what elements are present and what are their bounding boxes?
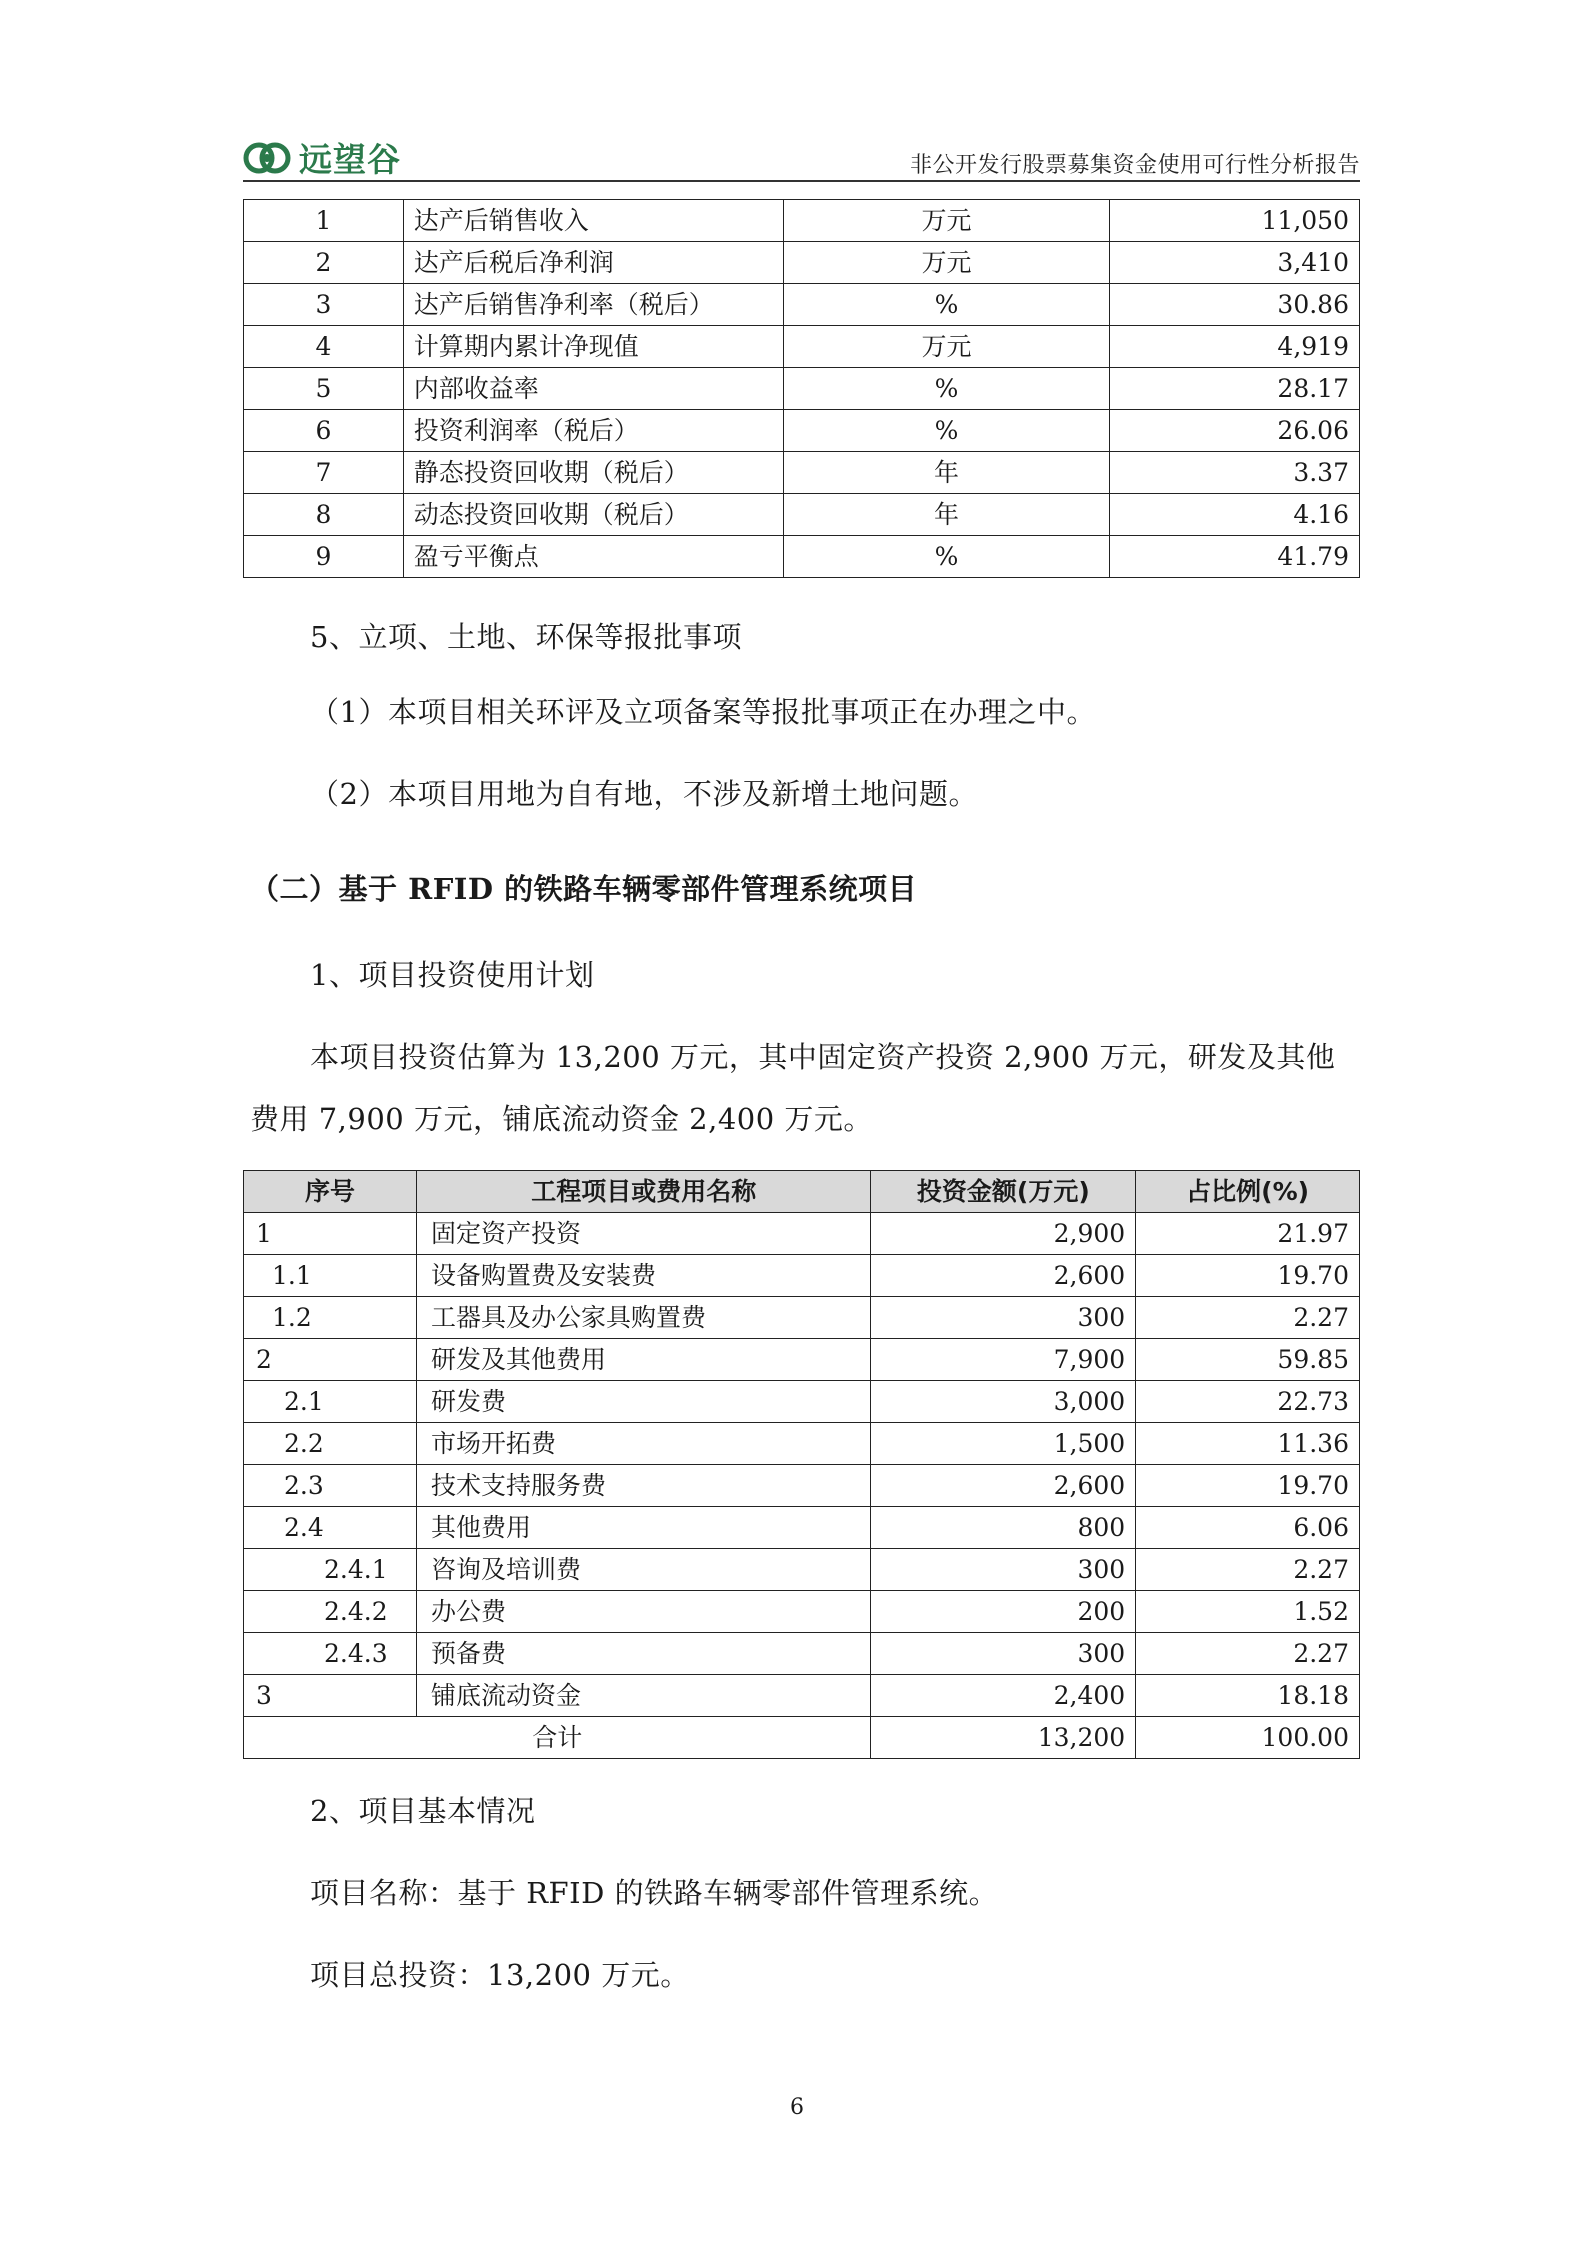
financial-indicators-body bbox=[244, 200, 1360, 578]
item-number: 2.4.2 bbox=[244, 1591, 417, 1633]
item-number: 2 bbox=[244, 1339, 417, 1381]
item-percent: 6.06 bbox=[1136, 1507, 1360, 1549]
row-number: 4 bbox=[244, 326, 404, 368]
item-number: 2.1 bbox=[244, 1381, 417, 1423]
total-label: 合计 bbox=[244, 1717, 871, 1759]
investment-plan-body bbox=[244, 1213, 1360, 1717]
section-b-heading: （二）基于 RFID 的铁路车辆零部件管理系统项目 bbox=[250, 872, 918, 906]
row-number: 9 bbox=[244, 536, 404, 578]
indicator-name: 动态投资回收期（税后） bbox=[403, 494, 783, 536]
section-5-heading: 5、立项、土地、环保等报批事项 bbox=[310, 620, 742, 654]
item-percent: 2.27 bbox=[1136, 1633, 1360, 1675]
row-number: 8 bbox=[244, 494, 404, 536]
table-row bbox=[244, 284, 1360, 326]
section-b-sub-1: 1、项目投资使用计划 bbox=[310, 958, 595, 992]
item-percent: 22.73 bbox=[1136, 1381, 1360, 1423]
table-row bbox=[244, 536, 1360, 578]
project-investment-line: 项目总投资：13,200 万元。 bbox=[310, 1958, 690, 1992]
item-name: 预备费 bbox=[416, 1633, 871, 1675]
item-amount: 200 bbox=[871, 1591, 1136, 1633]
table-row bbox=[244, 494, 1360, 536]
item-name: 研发费 bbox=[416, 1381, 871, 1423]
item-name: 设备购置费及安装费 bbox=[416, 1255, 871, 1297]
item-number: 3 bbox=[244, 1675, 417, 1717]
indicator-value: 4.16 bbox=[1110, 494, 1360, 536]
item-name: 固定资产投资 bbox=[416, 1213, 871, 1255]
table-row bbox=[244, 410, 1360, 452]
indicator-name: 内部收益率 bbox=[403, 368, 783, 410]
indicator-unit: % bbox=[783, 368, 1110, 410]
item-name: 研发及其他费用 bbox=[416, 1339, 871, 1381]
table-row bbox=[244, 1633, 1360, 1675]
indicator-unit: % bbox=[783, 284, 1110, 326]
item-name: 技术支持服务费 bbox=[416, 1465, 871, 1507]
table-row bbox=[244, 452, 1360, 494]
item-percent: 2.27 bbox=[1136, 1297, 1360, 1339]
item-percent: 1.52 bbox=[1136, 1591, 1360, 1633]
table-row bbox=[244, 1591, 1360, 1633]
item-amount: 300 bbox=[871, 1549, 1136, 1591]
indicator-unit: % bbox=[783, 410, 1110, 452]
item-percent: 18.18 bbox=[1136, 1675, 1360, 1717]
total-percent: 100.00 bbox=[1136, 1717, 1360, 1759]
item-number: 1.1 bbox=[244, 1255, 417, 1297]
table-row bbox=[244, 242, 1360, 284]
item-amount: 3,000 bbox=[871, 1381, 1136, 1423]
item-amount: 1,500 bbox=[871, 1423, 1136, 1465]
item-percent: 19.70 bbox=[1136, 1255, 1360, 1297]
investment-plan-table bbox=[243, 1170, 1360, 1759]
table-row bbox=[244, 1549, 1360, 1591]
indicator-name: 达产后税后净利润 bbox=[403, 242, 783, 284]
report-title: 非公开发行股票募集资金使用可行性分析报告 bbox=[909, 153, 1360, 178]
item-percent: 21.97 bbox=[1136, 1213, 1360, 1255]
indicator-name: 盈亏平衡点 bbox=[403, 536, 783, 578]
table-row bbox=[244, 1423, 1360, 1465]
table-row bbox=[244, 1297, 1360, 1339]
table-row bbox=[244, 200, 1360, 242]
indicator-name: 达产后销售净利率（税后） bbox=[403, 284, 783, 326]
item-amount: 2,400 bbox=[871, 1675, 1136, 1717]
investment-paragraph-line-1: 本项目投资估算为 13,200 万元，其中固定资产投资 2,900 万元，研发及其他 bbox=[310, 1040, 1336, 1074]
indicator-name: 计算期内累计净现值 bbox=[403, 326, 783, 368]
item-percent: 11.36 bbox=[1136, 1423, 1360, 1465]
table-row bbox=[244, 1675, 1360, 1717]
header-no: 序号 bbox=[244, 1171, 417, 1213]
item-name: 工器具及办公家具购置费 bbox=[416, 1297, 871, 1339]
row-number: 3 bbox=[244, 284, 404, 326]
item-amount: 2,900 bbox=[871, 1213, 1136, 1255]
item-percent: 59.85 bbox=[1136, 1339, 1360, 1381]
section-5-item-1: （1）本项目相关环评及立项备案等报批事项正在办理之中。 bbox=[310, 695, 1096, 729]
total-row bbox=[244, 1717, 1360, 1759]
table-header-row bbox=[244, 1171, 1360, 1213]
indicator-unit: 万元 bbox=[783, 200, 1110, 242]
indicator-value: 26.06 bbox=[1110, 410, 1360, 452]
table-row bbox=[244, 1507, 1360, 1549]
indicator-value: 3,410 bbox=[1110, 242, 1360, 284]
indicator-unit: 万元 bbox=[783, 242, 1110, 284]
item-number: 2.2 bbox=[244, 1423, 417, 1465]
table-row bbox=[244, 1339, 1360, 1381]
page-number: 6 bbox=[790, 2095, 804, 2120]
header-divider bbox=[243, 180, 1360, 182]
item-amount: 800 bbox=[871, 1507, 1136, 1549]
section-5-item-2: （2）本项目用地为自有地，不涉及新增土地问题。 bbox=[310, 777, 978, 811]
header-item-name: 工程项目或费用名称 bbox=[416, 1171, 871, 1213]
indicator-name: 投资利润率（税后） bbox=[403, 410, 783, 452]
table-row bbox=[244, 1465, 1360, 1507]
item-number: 2.3 bbox=[244, 1465, 417, 1507]
company-logo bbox=[243, 134, 401, 181]
item-amount: 300 bbox=[871, 1633, 1136, 1675]
indicator-unit: % bbox=[783, 536, 1110, 578]
item-amount: 2,600 bbox=[871, 1465, 1136, 1507]
item-number: 1.2 bbox=[244, 1297, 417, 1339]
row-number: 7 bbox=[244, 452, 404, 494]
row-number: 1 bbox=[244, 200, 404, 242]
item-amount: 300 bbox=[871, 1297, 1136, 1339]
item-percent: 2.27 bbox=[1136, 1549, 1360, 1591]
table-row bbox=[244, 1381, 1360, 1423]
header-percent: 占比例(%) bbox=[1136, 1171, 1360, 1213]
logo-text: 远望谷 bbox=[299, 140, 401, 179]
item-name: 铺底流动资金 bbox=[416, 1675, 871, 1717]
item-number: 2.4.3 bbox=[244, 1633, 417, 1675]
header-amount: 投资金额(万元) bbox=[871, 1171, 1136, 1213]
item-name: 其他费用 bbox=[416, 1507, 871, 1549]
indicator-unit: 年 bbox=[783, 494, 1110, 536]
indicator-name: 达产后销售收入 bbox=[403, 200, 783, 242]
investment-paragraph-line-2: 费用 7,900 万元，铺底流动资金 2,400 万元。 bbox=[250, 1102, 873, 1136]
indicator-value: 4,919 bbox=[1110, 326, 1360, 368]
table-row bbox=[244, 326, 1360, 368]
indicator-name: 静态投资回收期（税后） bbox=[403, 452, 783, 494]
indicator-value: 11,050 bbox=[1110, 200, 1360, 242]
item-name: 办公费 bbox=[416, 1591, 871, 1633]
indicator-value: 30.86 bbox=[1110, 284, 1360, 326]
item-number: 2.4 bbox=[244, 1507, 417, 1549]
item-number: 1 bbox=[244, 1213, 417, 1255]
indicator-unit: 万元 bbox=[783, 326, 1110, 368]
logo-mark-icon bbox=[243, 138, 291, 178]
indicator-value: 3.37 bbox=[1110, 452, 1360, 494]
item-amount: 2,600 bbox=[871, 1255, 1136, 1297]
item-name: 咨询及培训费 bbox=[416, 1549, 871, 1591]
table-row bbox=[244, 1213, 1360, 1255]
project-name-line: 项目名称：基于 RFID 的铁路车辆零部件管理系统。 bbox=[310, 1876, 999, 1910]
table-row bbox=[244, 1255, 1360, 1297]
row-number: 2 bbox=[244, 242, 404, 284]
row-number: 6 bbox=[244, 410, 404, 452]
item-number: 2.4.1 bbox=[244, 1549, 417, 1591]
indicator-unit: 年 bbox=[783, 452, 1110, 494]
page-header bbox=[243, 132, 1360, 182]
total-amount: 13,200 bbox=[871, 1717, 1136, 1759]
item-amount: 7,900 bbox=[871, 1339, 1136, 1381]
item-name: 市场开拓费 bbox=[416, 1423, 871, 1465]
financial-indicators-table bbox=[243, 199, 1360, 578]
section-2-heading: 2、项目基本情况 bbox=[310, 1794, 536, 1828]
row-number: 5 bbox=[244, 368, 404, 410]
table-row bbox=[244, 368, 1360, 410]
indicator-value: 28.17 bbox=[1110, 368, 1360, 410]
indicator-value: 41.79 bbox=[1110, 536, 1360, 578]
item-percent: 19.70 bbox=[1136, 1465, 1360, 1507]
